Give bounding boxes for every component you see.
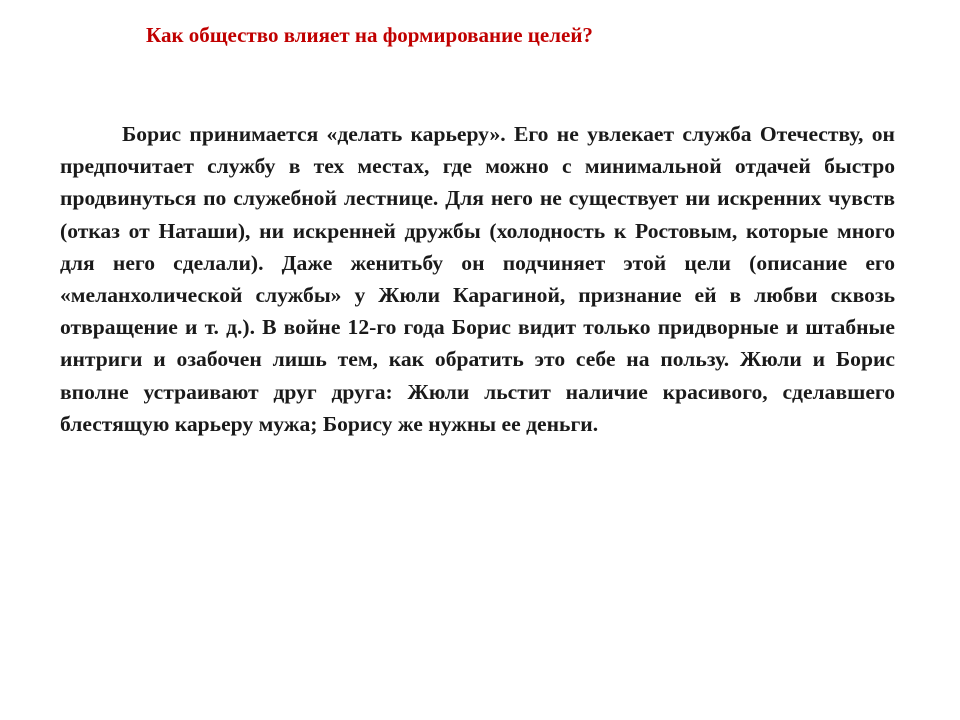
slide-title: Как общество влияет на формирование целей? — [146, 23, 593, 47]
body-paragraph: Борис принимается «делать карьеру». Его не увлекает служба Отечеству, он предпочитает службу в тех местах, где можно с минимальной отдачей быстро продвинуться по служебной лестнице. Для него не существует ни искренних чувств (отказ от Наташи), ни искренней дружбы (холодность к Ростовым, которые много для него сделали). Даже женитьбу он подчиняет этой цели (описание его «меланхолической службы» у Жюли Карагиной, признание ей в любви сквозь отвращение и т. д.). В войне 12-го года Борис видит только придворные и штабные интриги и озабочен лишь тем, как обратить это себе на пользу. Жюли и Борис вполне устраивают друг друга: Жюли льстит наличие красивого, сделавшего блестящую карьеру мужа; Борису же нужны ее деньги. — [60, 122, 895, 436]
